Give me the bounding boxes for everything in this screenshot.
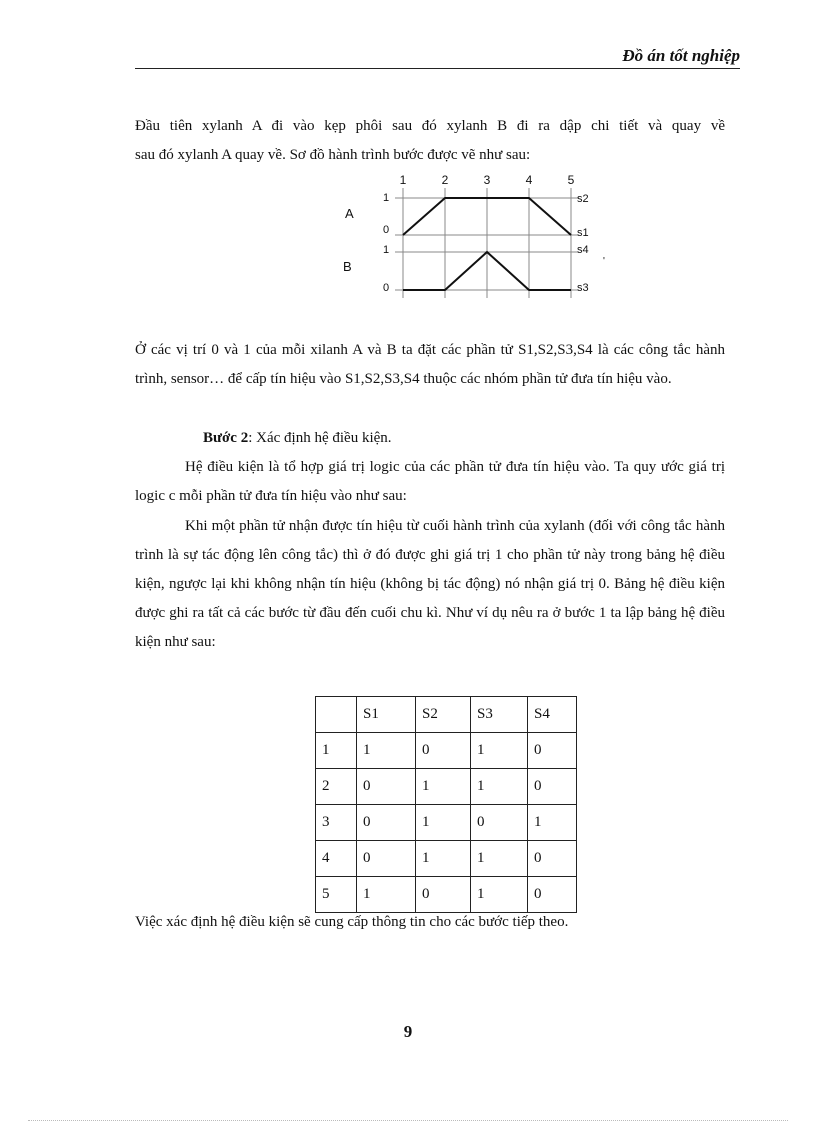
table-header-cell: S2 — [416, 697, 471, 733]
table-cell: 0 — [528, 733, 577, 769]
step2-label: Bước 2 — [203, 430, 249, 446]
table-cell: 1 — [316, 733, 357, 769]
header-rule — [135, 68, 740, 69]
table-cell: 0 — [528, 841, 577, 877]
sensors-paragraph: Ở các vị trí 0 và 1 của mỗi xilanh A và B ta đặt các phần tử S1,S2,S3,S4 là các công tắc hành trình, sensor… để cấp tín hiệu vào S1,S2,S3,S4 thuộc các nhóm phần tử đưa tín hiệu vào. — [135, 342, 725, 387]
table-cell: 0 — [528, 877, 577, 913]
table-cell: 1 — [471, 841, 528, 877]
cylinder-b-label: B — [343, 259, 352, 274]
step-label-1: 1 — [399, 173, 407, 187]
table-cell: 1 — [357, 877, 416, 913]
table-header-cell: S4 — [528, 697, 577, 733]
condition-table — [315, 696, 577, 913]
step-label-5: 5 — [567, 173, 575, 187]
table-cell: 5 — [316, 877, 357, 913]
stray-tick-mark: ' — [603, 256, 605, 267]
table-cell: 4 — [316, 841, 357, 877]
definition-paragraph: Hệ điều kiện là tổ hợp giá trị logic của các phần tử đưa tín hiệu vào. Ta quy ước giá trị logic c mỗi phần tử đưa tín hiệu vào như sau: — [135, 459, 725, 504]
table-cell: 1 — [416, 769, 471, 805]
table-cell: 1 — [416, 805, 471, 841]
rule-paragraph: Khi một phần tử nhận được tín hiệu từ cuối hành trình của xylanh (đối với công tắc hành trình là sự tác động lên công tắc) thì ở đó được ghi giá trị 1 cho phần tử này trong bảng hệ điều kiện, ngược lại khi không nhận tín hiệu (không bị tác động) nó nhận giá trị 0. Bảng hệ điều kiện được ghi ra tất cả các bước từ đầu đến cuối chu kì. Như ví dụ nêu ra ở bước 1 ta lập bảng hệ điều kiện như sau: — [135, 518, 725, 650]
table-cell: 2 — [316, 769, 357, 805]
cylinder-b-level-high: 1 — [383, 244, 390, 256]
table-cell: 1 — [528, 805, 577, 841]
table-cell: 0 — [357, 841, 416, 877]
header-title: Đồ án tốt nghiệp — [622, 46, 740, 65]
table-cell: 0 — [471, 805, 528, 841]
table-cell: 0 — [357, 769, 416, 805]
step-diagram-svg — [335, 170, 615, 305]
intro-paragraph — [135, 112, 725, 170]
page-bottom-rule — [28, 1120, 788, 1121]
table-row — [316, 769, 577, 805]
table-cell: 1 — [471, 877, 528, 913]
sensor-s1-label: s1 — [577, 227, 589, 239]
step-label-3: 3 — [483, 173, 491, 187]
step-label-2: 2 — [441, 173, 449, 187]
conclusion-paragraph: Việc xác định hệ điều kiện sẽ cung cấp thông tin cho các bước tiếp theo. — [135, 914, 569, 930]
table-cell: 3 — [316, 805, 357, 841]
grid-vertical-lines — [403, 188, 571, 298]
table-header-cell: S3 — [471, 697, 528, 733]
step-diagram — [335, 170, 615, 305]
table-header-cell — [316, 697, 357, 733]
intro-line-1: Đầu tiên xylanh A đi vào kẹp phôi sau đó xylanh B đi ra dập chi tiết và quay về — [135, 118, 725, 134]
table-cell: 1 — [471, 733, 528, 769]
step-label-4: 4 — [525, 173, 533, 187]
table-cell: 0 — [416, 733, 471, 769]
table-cell: 1 — [357, 733, 416, 769]
step2-text: : Xác định hệ điều kiện. — [248, 430, 392, 446]
table-row — [316, 805, 577, 841]
cylinder-b-level-low: 0 — [383, 282, 390, 294]
cylinder-a-level-low: 0 — [383, 224, 390, 236]
table-cell: 1 — [416, 841, 471, 877]
table-row — [316, 841, 577, 877]
intro-line-2: sau đó xylanh A quay về. Sơ đồ hành trình bước được vẽ như sau: — [135, 147, 531, 163]
table-header-cell: S1 — [357, 697, 416, 733]
table-row — [316, 733, 577, 769]
table-cell: 0 — [357, 805, 416, 841]
table-cell: 0 — [528, 769, 577, 805]
table-header-row — [316, 697, 577, 733]
page-number: 9 — [403, 1022, 413, 1041]
sensor-s3-label: s3 — [577, 282, 589, 294]
table-cell: 1 — [471, 769, 528, 805]
sensor-s4-label: s4 — [577, 244, 589, 256]
cylinder-a-label: A — [345, 206, 354, 221]
sensor-s2-label: s2 — [577, 193, 589, 205]
step2-heading — [135, 424, 725, 453]
cylinder-a-level-high: 1 — [383, 192, 390, 204]
table-cell: 0 — [416, 877, 471, 913]
